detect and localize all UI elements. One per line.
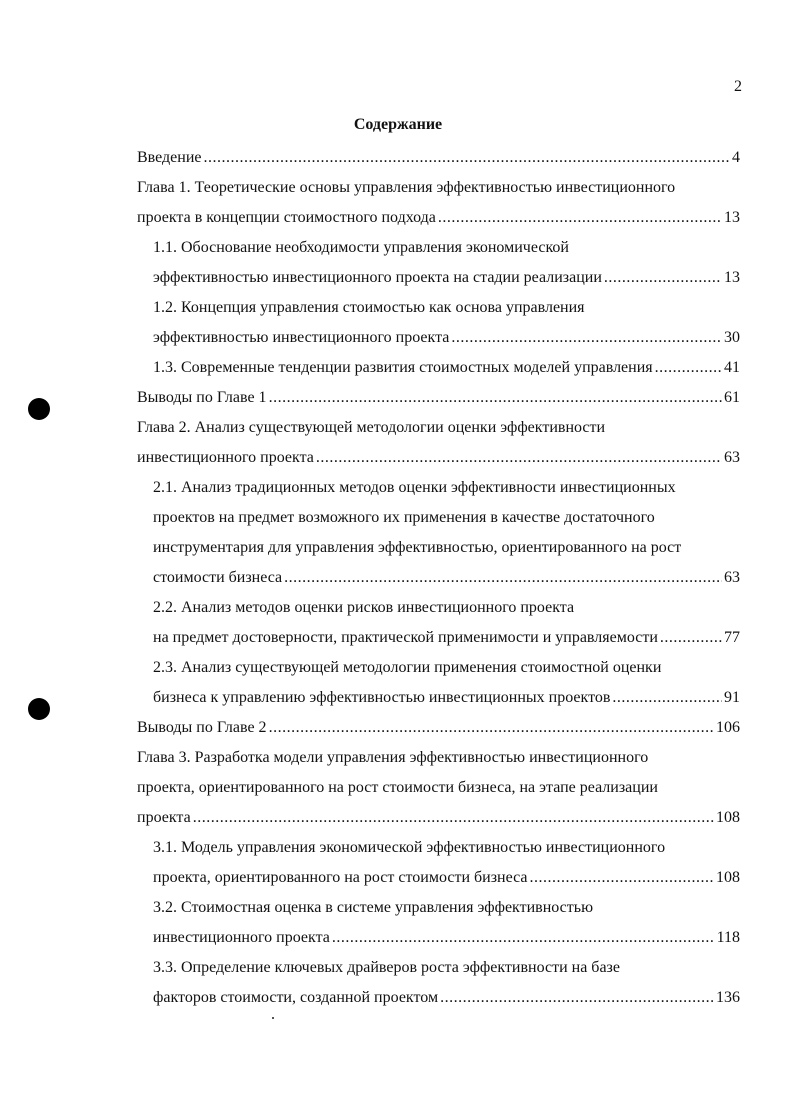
toc-entry [137,173,740,233]
toc-entry-text: Выводы по Главе 2 [137,719,267,736]
page-title: Содержание [353,116,443,133]
toc-entry-text: эффективностью инвестиционного проекта [153,329,450,346]
toc-entry-row [153,923,740,953]
toc-page-number: 77 [724,629,740,646]
toc-page-number: 63 [724,449,740,466]
toc-page-number: 41 [724,359,740,376]
toc-entry [137,743,740,833]
table-of-contents [137,143,740,1013]
toc-entry-row [153,563,740,593]
toc-entry-text: проекта, ориентированного на рост стоимости бизнеса, на этапе реализации [137,779,658,796]
toc-entry-text: на предмет достоверности, практической применимости и управляемости [153,629,658,646]
toc-entry-text: 3.3. Определение ключевых драйверов роста эффективности на базе [153,959,620,976]
dot-leader [269,713,714,743]
dot-leader [332,923,715,953]
toc-entry-row [153,623,740,653]
toc-entry-text: 2.3. Анализ существующей методологии применения стоимостной оценки [153,659,662,676]
dot-leader [655,353,722,383]
toc-entry-text: Глава 1. Теоретические основы управления эффективностью инвестиционного [137,179,676,196]
toc-entry-row [153,353,740,383]
toc-entry-text: эффективностью инвестиционного проекта на стадии реализации [153,269,602,286]
toc-entry [137,143,740,173]
dot-leader [612,683,722,713]
toc-entry-text: проекта в концепции стоимостного подхода [137,209,436,226]
toc-entry [137,473,740,593]
dot-leader [284,563,722,593]
toc-page-number: 13 [724,269,740,286]
dot-leader [451,323,722,353]
toc-entry-text: проектов на предмет возможного их применения в качестве достаточного [153,509,655,526]
toc-entry [137,383,740,413]
toc-page-number: 91 [724,689,740,706]
dot-leader [660,623,722,653]
toc-page-number: 106 [716,719,740,736]
toc-entry [137,233,740,293]
toc-page-number: 136 [716,989,740,1006]
toc-entry-row [137,203,740,233]
toc-entry-text: 3.1. Модель управления экономической эффективностью инвестиционного [153,839,666,856]
toc-entry-text: инвестиционного проекта [137,449,314,466]
toc-entry-row [153,323,740,353]
toc-entry-text: факторов стоимости, созданной проектом [153,989,439,1006]
toc-entry-text: инструментария для управления эффективностью, ориентированного на рост [153,539,682,556]
toc-page-number: 63 [724,569,740,586]
binder-hole-bottom [28,698,50,720]
toc-page-number: 118 [716,929,740,946]
dot-leader [604,263,722,293]
toc-entry-text: Глава 3. Разработка модели управления эффективностью инвестиционного [137,749,649,766]
toc-entry [137,413,740,473]
toc-entry-text: 1.3. Современные тенденции развития стоимостных моделей управления [153,359,653,376]
dot-leader [316,443,722,473]
dot-leader [193,803,714,833]
toc-page-number: 4 [732,149,740,166]
toc-entry [137,293,740,353]
toc-entry-row [137,383,740,413]
toc-entry-text: стоимости бизнеса [153,569,283,586]
page-number: 2 [734,78,742,95]
dot-leader [204,143,731,173]
toc-entry-row [153,683,740,713]
toc-entry-text: инвестиционного проекта [153,929,330,946]
toc-entry [137,653,740,713]
toc-entry [137,893,740,953]
toc-page-number: 13 [724,209,740,226]
toc-entry-row [137,143,740,173]
toc-entry-text: проекта, ориентированного на рост стоимости бизнеса [153,869,528,886]
toc-entry-row [153,863,740,893]
toc-entry-text: Введение [137,149,202,166]
toc-entry [137,833,740,893]
dot-leader [269,383,722,413]
toc-entry-row [137,713,740,743]
toc-entry [137,593,740,653]
scan-speck [272,1017,274,1019]
toc-entry-row [153,263,740,293]
dot-leader [530,863,715,893]
toc-entry-row [137,803,740,833]
toc-entry [137,953,740,1013]
toc-entry-text: 3.2. Стоимостная оценка в системе управления эффективностью [153,899,594,916]
toc-entry-text: проекта [137,809,191,826]
toc-entry-text: 1.1. Обоснование необходимости управления экономической [153,239,569,256]
toc-entry [137,353,740,383]
toc-entry-text: Глава 2. Анализ существующей методологии оценки эффективности [137,419,606,436]
toc-entry [137,713,740,743]
toc-entry-text: 2.1. Анализ традиционных методов оценки эффективности инвестиционных [153,479,676,496]
toc-entry-text: 2.2. Анализ методов оценки рисков инвестиционного проекта [153,599,575,616]
toc-entry-text: бизнеса к управлению эффективностью инвестиционных проектов [153,689,611,706]
toc-page-number: 108 [716,869,740,886]
toc-entry-text: 1.2. Концепция управления стоимостью как основа управления [153,299,585,316]
dot-leader [438,203,722,233]
toc-entry-row [153,983,740,1013]
toc-entry-row [137,443,740,473]
toc-page-number: 61 [724,389,740,406]
toc-entry-text: Выводы по Главе 1 [137,389,267,406]
binder-hole-top [28,398,50,420]
toc-page-number: 108 [716,809,740,826]
dot-leader [440,983,714,1013]
toc-page-number: 30 [724,329,740,346]
